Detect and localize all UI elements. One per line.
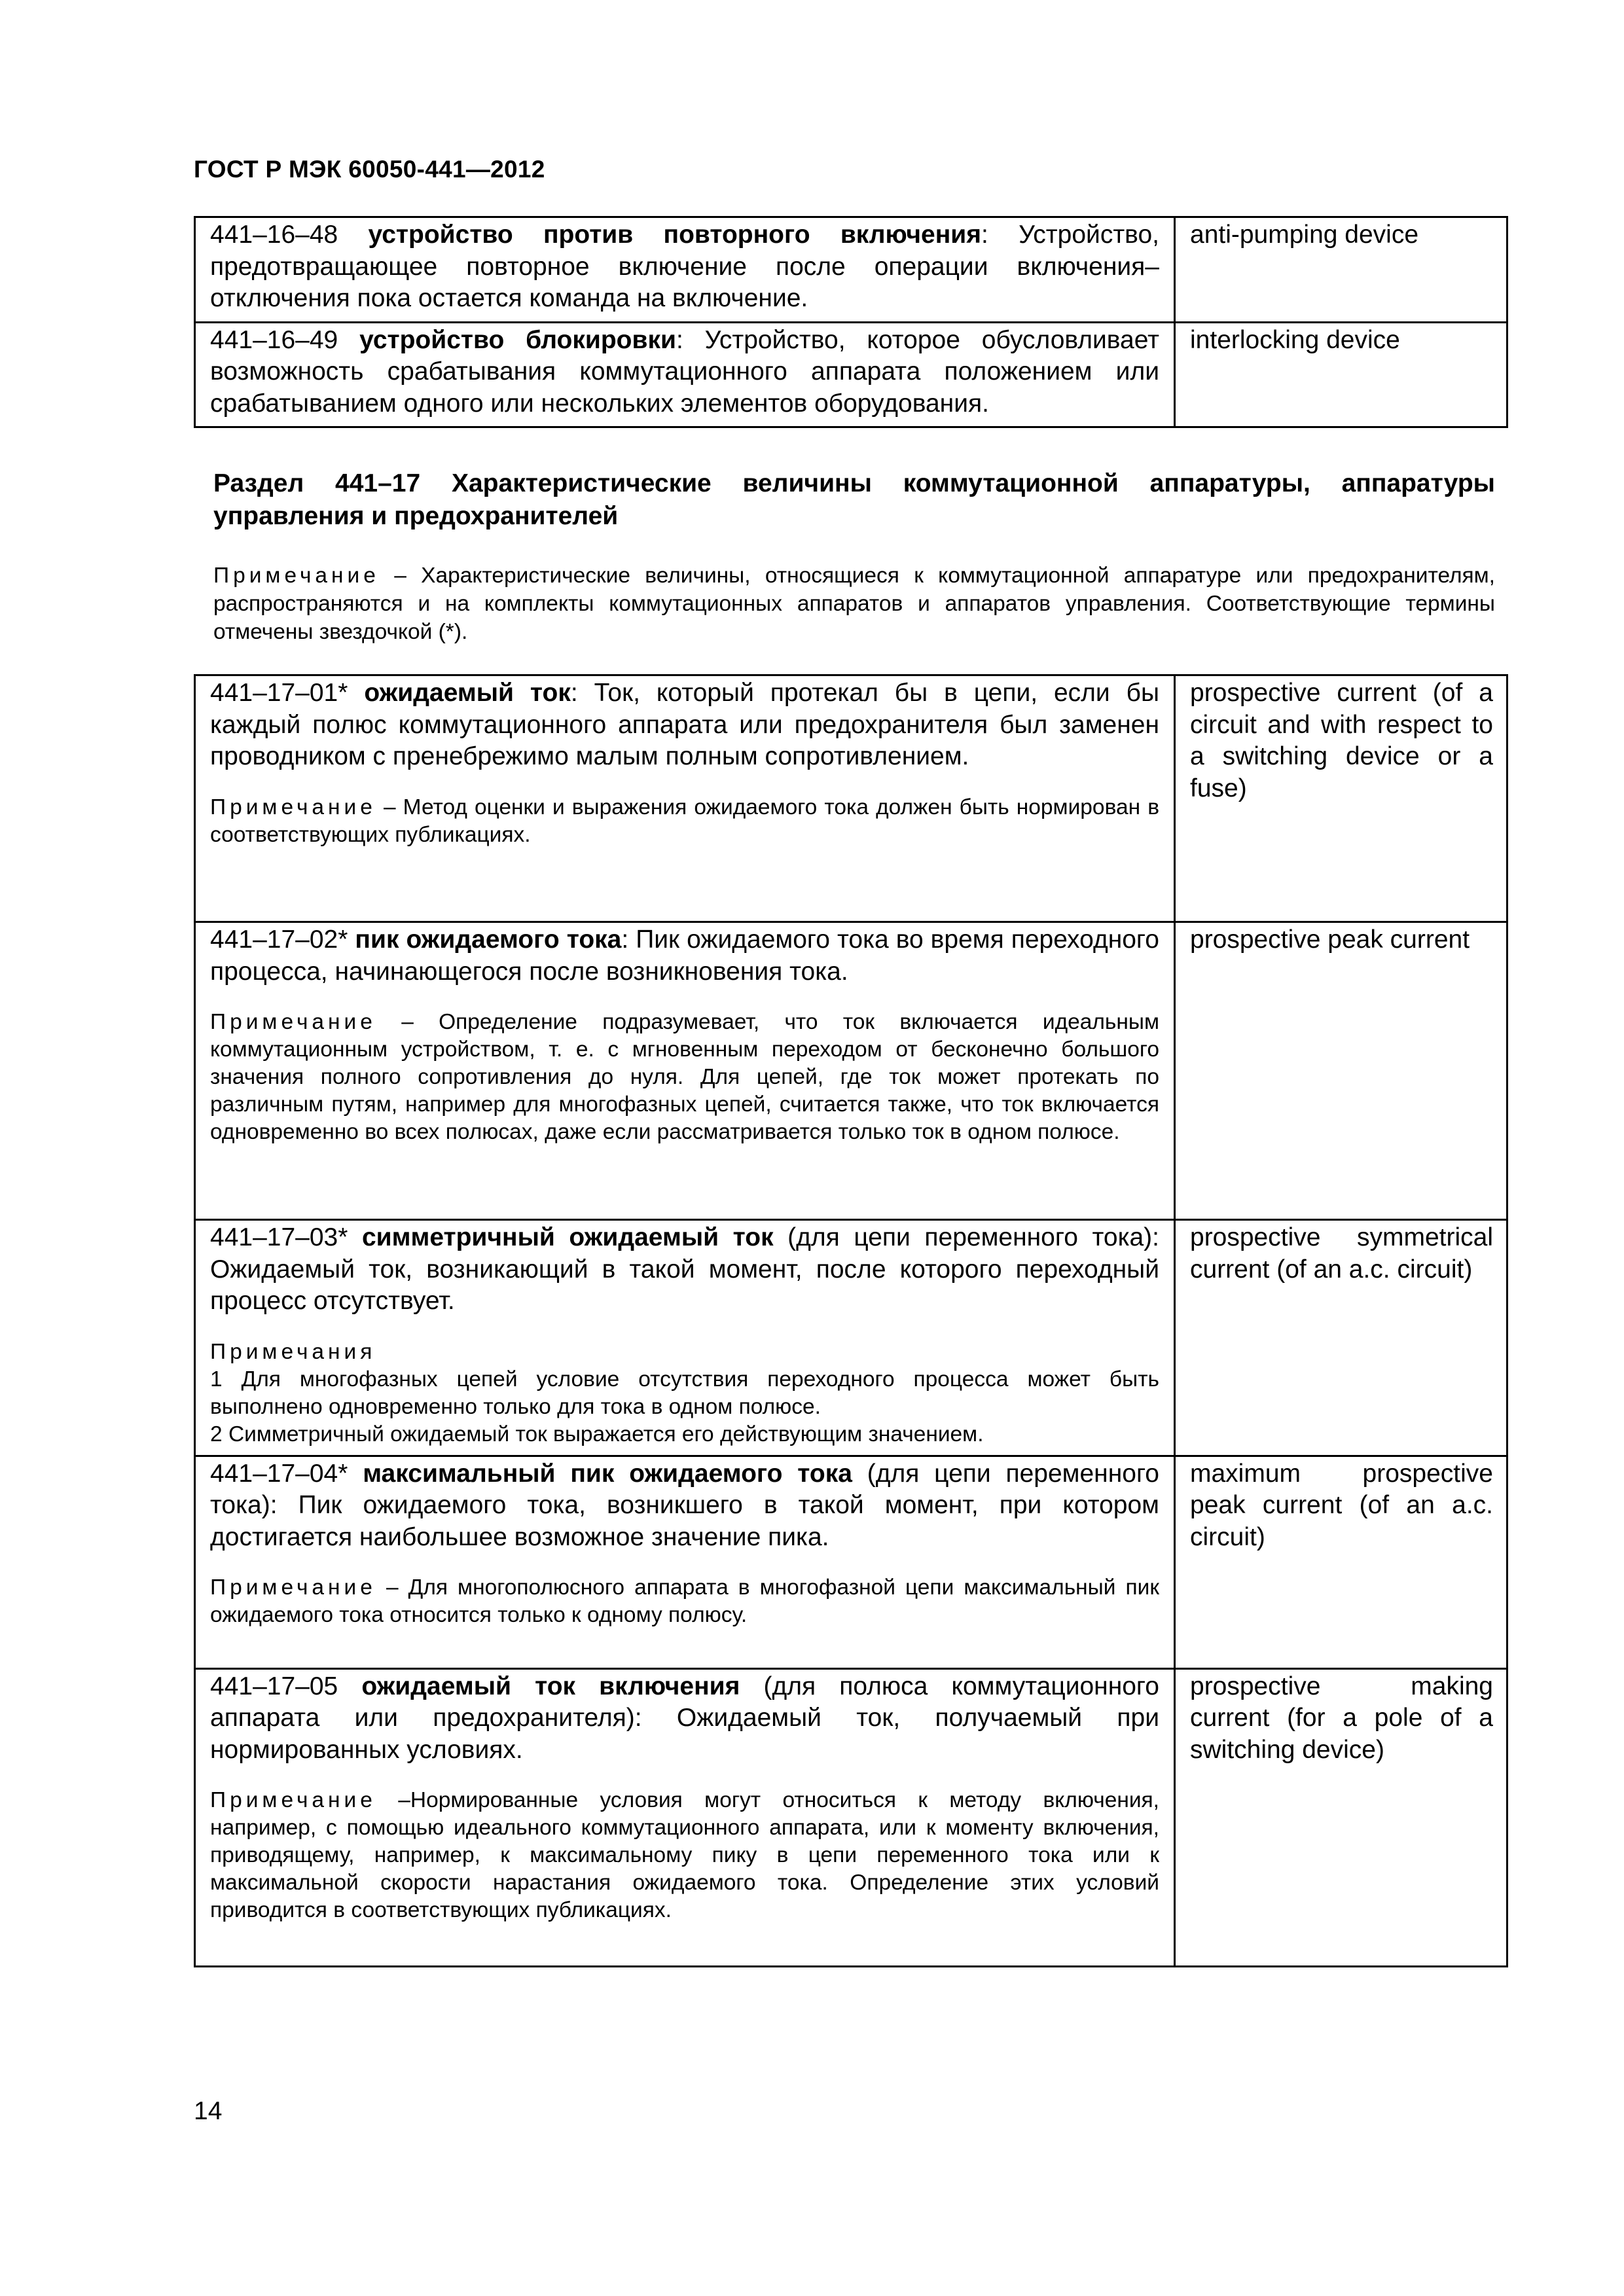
term-code: 441–17–04* bbox=[210, 1459, 363, 1488]
english-term-cell: anti-pumping device bbox=[1175, 217, 1507, 323]
term-name: устройство блокировки bbox=[359, 325, 676, 354]
note-item: 2 Симметричный ожидаемый ток выражается его действующим значением. bbox=[210, 1422, 984, 1446]
table-row bbox=[195, 675, 1507, 922]
section-title: Раздел 441–17 Характеристические величины коммутационной аппаратуры, аппаратуры управления и предохранителей bbox=[213, 469, 1495, 530]
english-term-cell: prospective current (of a circuit and with respect to a switching device or a fuse) bbox=[1175, 675, 1507, 922]
english-term-cell: maximum prospective peak current (of an a.c. circuit) bbox=[1175, 1456, 1507, 1668]
term-name: пик ожидаемого тока bbox=[355, 925, 622, 954]
note-label: Примечание bbox=[213, 564, 380, 588]
section-note bbox=[213, 562, 1495, 646]
term-name: ожидаемый ток bbox=[364, 679, 571, 707]
note-label: Примечание bbox=[210, 795, 376, 819]
term-definition: (для полюса коммутационного аппарата или предохранителя): Ожидаемый ток, получаемый при нормированных условиях. bbox=[210, 1672, 1159, 1764]
term-note bbox=[210, 1574, 1159, 1629]
term-note bbox=[210, 1787, 1159, 1924]
english-term-cell: prospective peak current bbox=[1175, 922, 1507, 1220]
table-row bbox=[195, 217, 1507, 323]
term-definition-cell bbox=[195, 1220, 1175, 1456]
term-definition: : Пик ожидаемого тока во время переходного процесса, начинающегося после возникновения тока. bbox=[210, 925, 1159, 986]
term-name: устройство против повторного включения bbox=[368, 221, 982, 249]
note-text: – Для многополюсного аппарата в многофазной цепи максимальный пик ожидаемого тока относится только к одному полюсу. bbox=[210, 1575, 1159, 1627]
term-definition-cell bbox=[195, 217, 1175, 323]
document-header: ГОСТ Р МЭК 60050-441—2012 bbox=[194, 156, 545, 183]
term-note bbox=[210, 1009, 1159, 1146]
note-label: Примечание bbox=[210, 1010, 376, 1034]
term-definition-cell bbox=[195, 922, 1175, 1220]
term-code: 441–17–02* bbox=[210, 925, 355, 954]
english-term-cell: prospective making current (for a pole of a switching device) bbox=[1175, 1668, 1507, 1966]
english-term-cell: interlocking device bbox=[1175, 322, 1507, 427]
page-number: 14 bbox=[194, 2097, 223, 2125]
note-text: – Метод оценки и выражения ожидаемого тока должен быть нормирован в соответствующих публикациях. bbox=[210, 795, 1159, 847]
term-name: ожидаемый ток включения bbox=[361, 1672, 740, 1700]
note-text: – Характеристические величины, относящиеся к коммутационной аппаратуре или предохранителям, распространяются и на комплекты коммутационных аппаратов и аппаратов управления. Соответствующие термины отмечены звездочкой (*). bbox=[213, 564, 1495, 644]
note-item: 1 Для многофазных цепей условие отсутствия переходного процесса может быть выполнено одновременно только для тока в одном полюсе. bbox=[210, 1367, 1159, 1419]
table-row bbox=[195, 1668, 1507, 1966]
main-terms-table bbox=[194, 674, 1508, 1967]
term-code: 441–17–05 bbox=[210, 1672, 362, 1700]
term-code: 441–16–49 bbox=[210, 325, 338, 354]
term-definition-cell bbox=[195, 675, 1175, 922]
top-terms-table bbox=[194, 216, 1508, 428]
term-code: 441–16–48 bbox=[210, 221, 338, 249]
term-code: 441–17–03* bbox=[210, 1223, 362, 1251]
note-label: Примечание bbox=[210, 1575, 376, 1600]
term-definition: : Ток, который протекал бы в цепи, если бы каждый полюс коммутационного аппарата или предохранителя был заменен проводником с пренебрежимо малым полным сопротивлением. bbox=[210, 679, 1159, 770]
notes-label: Примечания bbox=[210, 1339, 376, 1364]
term-definition-cell bbox=[195, 1668, 1175, 1966]
term-definition: : Устройство, предотвращающее повторное включение после операции включения–отключения пока остается команда на включение. bbox=[210, 221, 1159, 312]
table-row bbox=[195, 1220, 1507, 1456]
note-text: –Нормированные условия могут относиться к методу включения, например, с помощью идеального коммутационного аппарата, или к моменту включения, приводящему, например, к максимальному пику в цепи переменного тока или к максимальной скорости нарастания ожидаемого тока. Определение этих условий приводится в соответствующих публикациях. bbox=[210, 1788, 1159, 1922]
term-notes bbox=[210, 1338, 1159, 1448]
table-row bbox=[195, 322, 1507, 427]
term-definition-cell bbox=[195, 322, 1175, 427]
english-term-cell: prospective symmetrical current (of an a.c. circuit) bbox=[1175, 1220, 1507, 1456]
term-definition: (для цепи переменного тока): Ожидаемый ток, возникающий в такой момент, после которого переходный процесс отсутствует. bbox=[210, 1223, 1159, 1315]
term-definition-cell bbox=[195, 1456, 1175, 1668]
term-definition: (для цепи переменного тока): Пик ожидаемого тока, возникшего в такой момент, при котором достигается наибольшее возможное значение пика. bbox=[210, 1459, 1160, 1551]
term-code: 441–17–01* bbox=[210, 679, 365, 707]
table-row bbox=[195, 922, 1507, 1220]
note-text: – Определение подразумевает, что ток включается идеальным коммутационным устройством, т. е. с мгновенным переходом от бесконечно большого значения полного сопротивления до нуля. Для цепей, где ток может протекать по различным путям, например для многофазных цепей, считается также, что ток включается одновременно во всех полюсах, даже если рассматривается только ток в одном полюсе. bbox=[210, 1010, 1159, 1144]
term-note bbox=[210, 794, 1159, 849]
term-name: максимальный пик ожидаемого тока bbox=[363, 1459, 852, 1488]
note-label: Примечание bbox=[210, 1788, 376, 1812]
term-definition: : Устройство, которое обусловливает возможность срабатывания коммутационного аппарата положением или срабатыванием одного или нескольких элементов оборудования. bbox=[210, 325, 1159, 418]
table-row bbox=[195, 1456, 1507, 1668]
term-name: симметричный ожидаемый ток bbox=[361, 1223, 774, 1251]
